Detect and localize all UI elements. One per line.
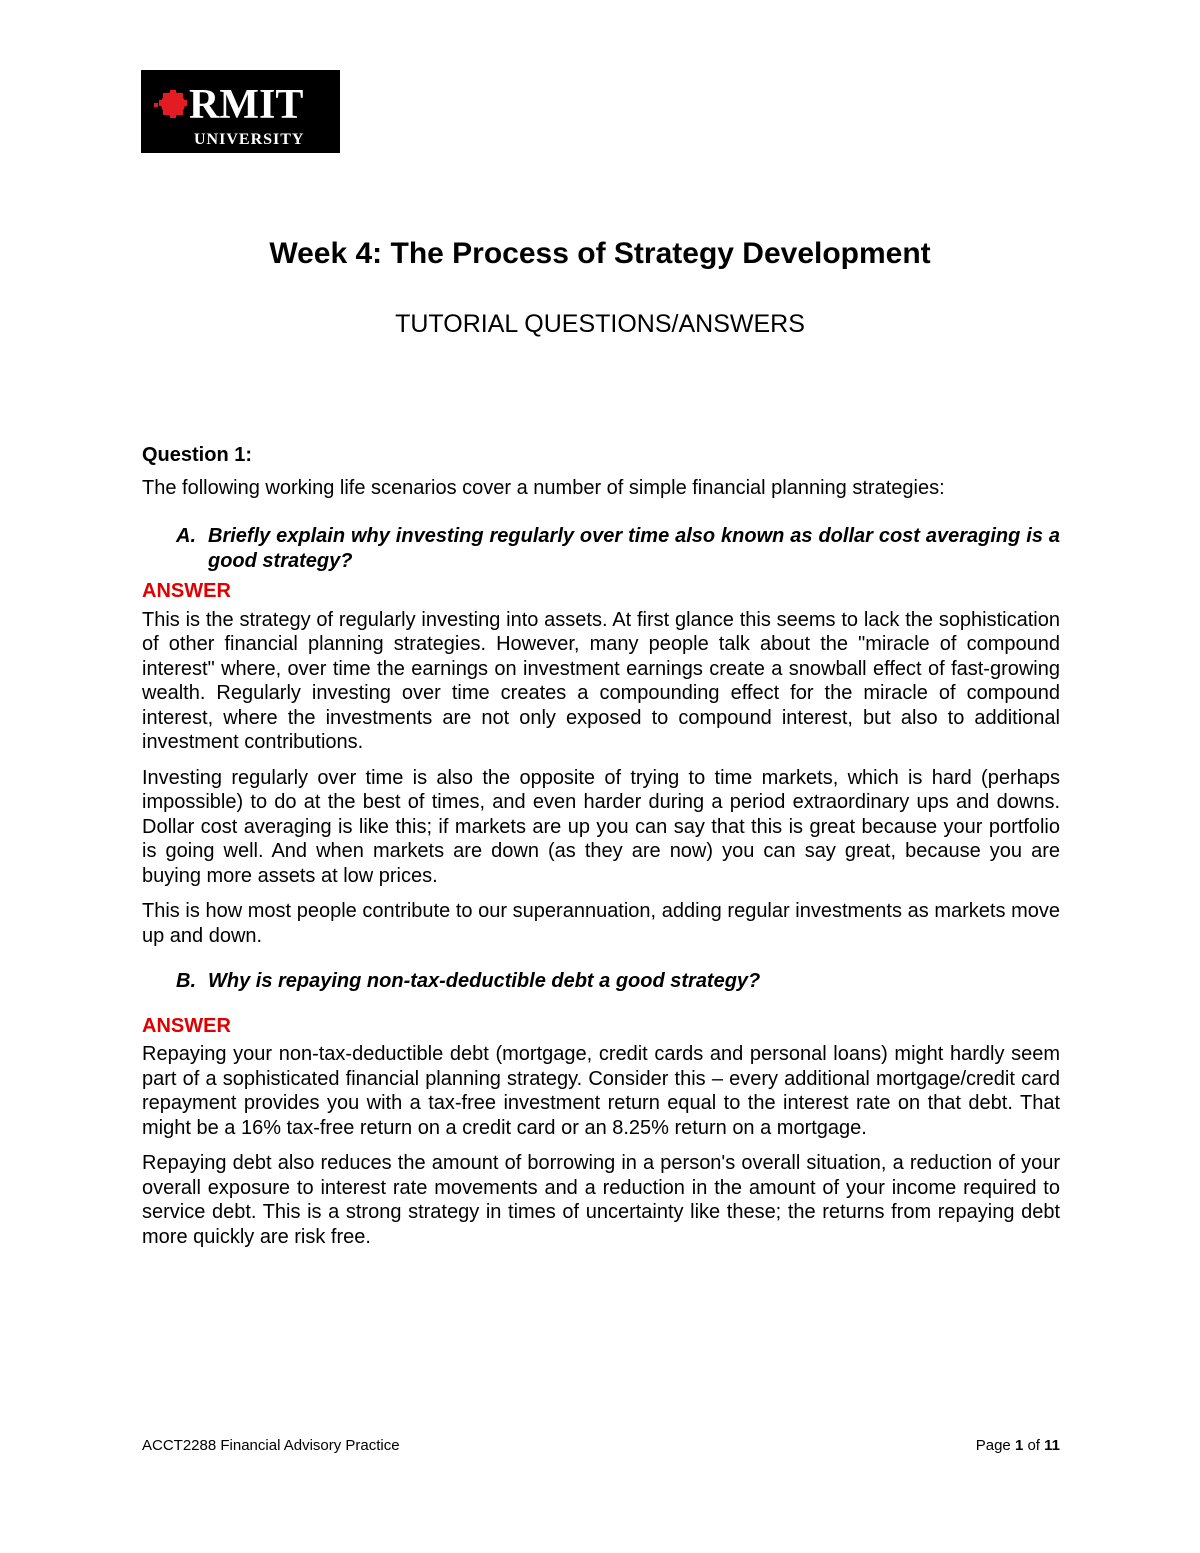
question-heading: Question 1: (142, 444, 253, 466)
answer-paragraph: Investing regularly over time is also the opposite of trying to time markets, which is hard (perhaps impossible) to do at the best of times, and even harder during a period extraordinary ups and downs. Dollar cost averaging is like this; if markets are up you can say that this is great because your portfolio is going well. And when markets are down (as they are now) you can say great, because you are buying more assets at low prices. (142, 766, 1060, 887)
of-word: of (1027, 1437, 1040, 1454)
logo-name: RMIT (189, 82, 304, 128)
sub-question-letter: A. (176, 525, 196, 547)
sub-question-text: Briefly explain why investing regularly over time also known as dollar cost averaging is a good strategy? (208, 525, 1060, 572)
answer-label: ANSWER (142, 580, 231, 602)
answer-paragraph: This is the strategy of regularly investing into assets. At first glance this seems to lack the sophistication of other financial planning strategies. However, many people talk about the "miracle of compound interest" where, over time the earnings on investment earnings create a snowball effect of fast-growing wealth. Regularly investing over time creates a compounding effect for the miracle of compound interest, where the investments are not only exposed to compound interest, but also to additional investment contributions. (142, 608, 1060, 753)
answer-paragraph: This is how most people contribute to our superannuation, adding regular investments as markets move up and down. (142, 900, 1060, 947)
sub-question-b (142, 969, 1060, 994)
page-number (976, 1436, 1060, 1456)
sub-question-a (142, 524, 1060, 573)
question-intro: The following working life scenarios cover a number of simple financial planning strategies: (142, 476, 945, 499)
answer-paragraph: Repaying your non-tax-deductible debt (mortgage, credit cards and personal loans) might hardly seem part of a sophisticated financial planning strategy. Consider this – every additional mortgage/credit card repayment provides you with a tax-free investment return equal to the interest rate on that debt. That might be a 16% tax-free return on a credit card or an 8.25% return on a mortgage. (142, 1043, 1060, 1139)
page-word: Page (975, 1437, 1011, 1454)
answer-label: ANSWER (142, 1014, 231, 1037)
page-title: Week 4: The Process of Strategy Development (269, 237, 931, 270)
sub-question-text: Why is repaying non-tax-deductible debt a good strategy? (208, 970, 761, 992)
question-section (142, 443, 1060, 1249)
page-total: 11 (1044, 1437, 1060, 1454)
rmit-logo-graphic (141, 70, 340, 153)
logo-sub: UNIVERSITY (194, 131, 305, 148)
page-subtitle: TUTORIAL QUESTIONS/ANSWERS (395, 310, 805, 338)
sub-question-letter: B. (176, 970, 196, 992)
answer-paragraph: Repaying debt also reduces the amount of borrowing in a person's overall situation, a reduction of your overall exposure to interest rate movements and a reduction in the amount of your income required to service debt. This is a strong strategy in times of uncertainty like these; the returns from repaying debt more quickly are risk free. (142, 1152, 1060, 1248)
footer-course: ACCT2288 Financial Advisory Practice (142, 1437, 400, 1454)
rmit-logo (141, 70, 340, 153)
page-current: 1 (1014, 1437, 1024, 1454)
